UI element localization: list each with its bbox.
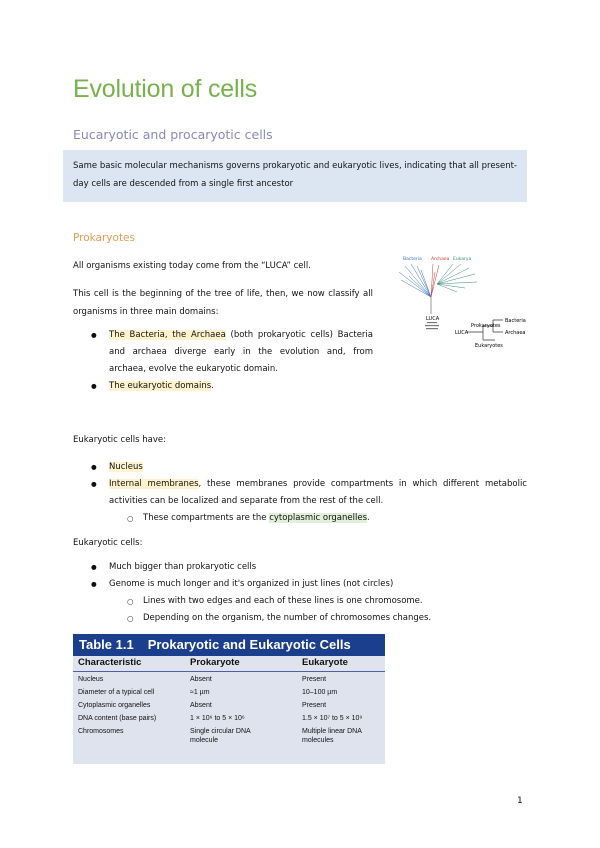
bacteria-branches: [399, 264, 431, 297]
table-cell: DNA content (base pairs): [78, 715, 157, 722]
table-cell: Single circular DNA molecule: [190, 728, 251, 744]
table-cell: Present: [302, 676, 327, 683]
sub-list: [109, 593, 527, 627]
eukaryotic-features-list: [91, 459, 527, 527]
highlight-text: cytoplasmic organelles: [269, 513, 368, 523]
domains-list: [91, 327, 373, 395]
table-cell: Chromosomes: [78, 728, 124, 735]
section-heading: Eucaryotic and procaryotic cells: [73, 127, 273, 142]
caption-line: [426, 328, 438, 329]
callout-box: [63, 150, 527, 202]
sub-list: [109, 510, 527, 527]
sub-list-item: ○ Depending on the organism, the number of chromosomes changes.: [127, 610, 527, 627]
table-cell: 1 × 10⁶ to 5 × 10⁶: [190, 715, 245, 722]
table-cell: Absent: [190, 676, 212, 683]
sub-list-item: [127, 510, 527, 527]
list-item: [91, 327, 373, 378]
list-item-text: (both prokaryotic cells) Bacteria and archaea diverge early in the evolution and, from archaea, evolve the eukaryotic domain.: [109, 330, 373, 374]
list-item: [91, 378, 373, 395]
table-cell: Cytoplasmic organelles: [78, 702, 151, 709]
table-cell: Multiple linear DNA molecules: [302, 728, 362, 744]
sub-item-text: These compartments are the: [143, 513, 270, 523]
eukaryotic-cells-list: [91, 559, 527, 627]
tree-of-life-figure: [395, 252, 535, 352]
eukaryotic-cells-intro: Eukaryotic cells:: [73, 538, 143, 548]
table-cell: Present: [302, 702, 327, 709]
column-header: Prokaryote: [190, 657, 240, 668]
eukarya-label: Eukarya: [453, 257, 472, 262]
table-cell: Absent: [190, 702, 212, 709]
prokaryotes-heading: Prokaryotes: [73, 232, 135, 244]
luca-paragraph: All organisms existing today come from the “LUCA” cell.: [73, 261, 311, 271]
prokaryotes-branch-label: Prokaryotes: [471, 323, 501, 329]
eukaryotes-branch-label: Eukaryotes: [475, 343, 503, 349]
callout-text: Same basic molecular mechanisms governs prokaryotic and eukaryotic lives, indicating that all present-day cells are descended from a single first ancestor: [73, 161, 517, 189]
archaea-label: Archaea: [431, 257, 450, 262]
eukarya-branches: [437, 264, 477, 292]
sub-list-item: ○ Lines with two edges and each of these lines is one chromosome.: [127, 593, 527, 610]
list-item-text: Genome is much longer and it's organized in just lines (not circles): [109, 579, 394, 589]
tree-paragraph: This cell is the beginning of the tree of life, then, we now classify all organisms in three main domains:: [73, 289, 373, 317]
bacteria-label: Bacteria: [403, 257, 422, 262]
bacteria-branch-label: Bacteria: [505, 318, 526, 324]
page-number: 1: [517, 796, 523, 806]
list-item-text: , these membranes provide compartments in which different metabolic activities can be localized and separate from the rest of the cell.: [109, 479, 527, 506]
table-header-row: [73, 656, 385, 672]
list-item-text: .: [211, 381, 214, 391]
caption-line: [427, 322, 437, 323]
list-item: [91, 476, 527, 527]
highlight-text: The Bacteria, the Archaea: [109, 330, 226, 340]
list-item: [91, 576, 527, 627]
list-item: [91, 459, 527, 476]
comparison-table: [73, 634, 385, 764]
table-cell: Nucleus: [78, 676, 104, 683]
table-number: Table 1.1: [79, 637, 134, 652]
root-label: LUCA: [426, 316, 440, 322]
archaea-branch-label: Archaea: [505, 330, 526, 336]
column-header: Characteristic: [78, 657, 142, 668]
caption-line: [425, 325, 439, 326]
table-cell: 10–100 µm: [302, 689, 338, 696]
table-cell: ≈1 µm: [190, 689, 210, 696]
eukaryotic-have-intro: Eukaryotic cells have:: [73, 435, 167, 445]
table-title-bar: [73, 634, 385, 656]
table-cell: 1.5 × 10⁷ to 5 × 10⁹: [302, 715, 363, 722]
column-header: Eukaryote: [302, 657, 348, 668]
luca-small-label: LUCA: [455, 330, 469, 336]
highlight-text: Internal membranes: [109, 479, 199, 489]
page-title: Evolution of cells: [73, 75, 257, 103]
table-cell: Diameter of a typical cell: [78, 689, 155, 696]
highlight-text: The eukaryotic domains: [109, 381, 212, 391]
table-title: Prokaryotic and Eukaryotic Cells: [147, 637, 351, 652]
highlight-text: Nucleus: [109, 462, 143, 472]
archaea-branches: [431, 264, 439, 297]
sub-item-text: .: [367, 513, 370, 523]
list-item: ● Much bigger than prokaryotic cells: [91, 559, 527, 576]
